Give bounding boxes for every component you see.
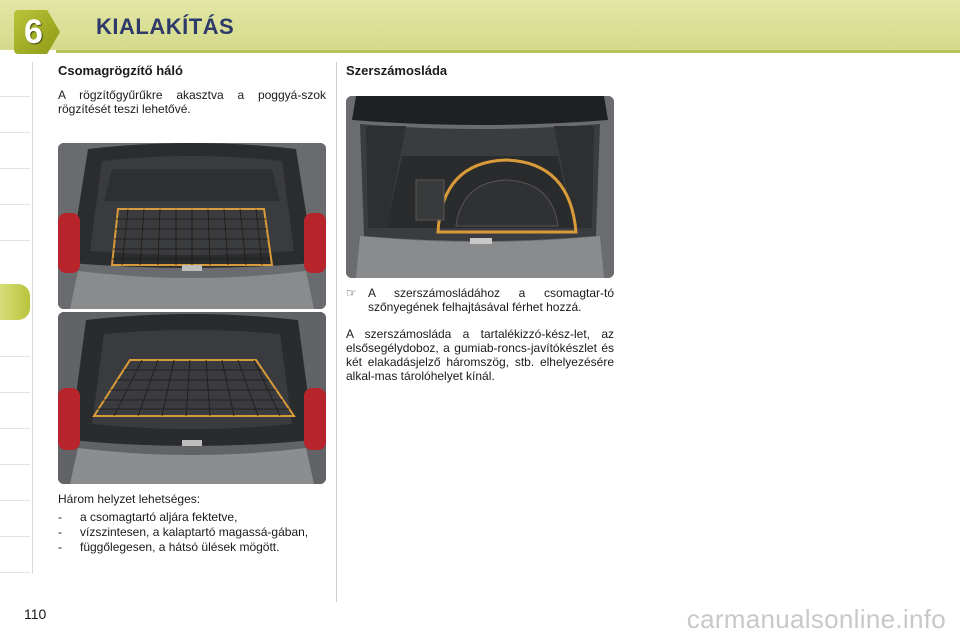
position-text: vízszintesen, a kalaptartó magassá-gában, [80, 525, 309, 539]
page-number: 110 [24, 606, 47, 622]
position-text: a csomagtartó aljára fektetve, [80, 510, 238, 524]
chapter-tab-active[interactable] [0, 284, 30, 320]
positions-list [58, 510, 328, 555]
position-text: függőlegesen, a hátsó ülések mögött. [80, 540, 280, 554]
header-rule [56, 50, 960, 53]
list-marker: - [58, 510, 62, 524]
chapter-tab[interactable] [0, 98, 30, 133]
chapter-tab[interactable] [0, 466, 30, 501]
section-title: KIALAKÍTÁS [96, 14, 235, 39]
hand-pointer-icon: ☞ [346, 286, 357, 300]
chapter-tab[interactable] [0, 62, 30, 97]
list-item [58, 525, 328, 539]
chapter-tab[interactable] [0, 206, 30, 241]
toolbox-description: A szerszámosláda a tartalékizzó-kész-let, az elsősegélydoboz, a gumiab-roncs-javítókészlet és két elakadásjelző háromszög, stb. elhelyezésére alkal-mas tárolóhelyet kínál. [346, 327, 614, 383]
list-item [58, 510, 328, 524]
chapter-number: 6 [24, 13, 43, 51]
watermark: carmanualsonline.info [686, 604, 946, 634]
toolbox-heading: Szerszámosláda [346, 63, 448, 78]
chapter-tab[interactable] [0, 358, 30, 393]
toolbox-access-note [346, 286, 614, 314]
chapter-tab[interactable] [0, 394, 30, 429]
positions-intro: Három helyzet lehetséges: [58, 492, 201, 506]
list-item [58, 540, 328, 554]
column-divider [336, 62, 337, 602]
boot-net-horizontal-photo [58, 312, 326, 484]
list-marker: - [58, 525, 62, 539]
chapter-tab[interactable] [0, 134, 30, 169]
chapter-tab[interactable] [0, 322, 30, 357]
toolbox-photo [346, 96, 614, 278]
chapter-tab[interactable] [0, 170, 30, 205]
chapter-tabs [0, 62, 33, 574]
chapter-tab[interactable] [0, 502, 30, 537]
chapter-tab[interactable] [0, 430, 30, 465]
list-marker: - [58, 540, 62, 554]
luggage-net-intro: A rögzítőgyűrűkre akasztva a poggyá-szok rögzítését teszi lehetővé. [58, 88, 326, 116]
chapter-tab[interactable] [0, 538, 30, 573]
toolbox-access-text: A szerszámosládához a csomagtar-tó szőnyegének felhajtásával férhet hozzá. [368, 286, 614, 314]
boot-net-floor-photo [58, 143, 326, 309]
luggage-net-heading: Csomagrögzítő háló [58, 63, 183, 78]
